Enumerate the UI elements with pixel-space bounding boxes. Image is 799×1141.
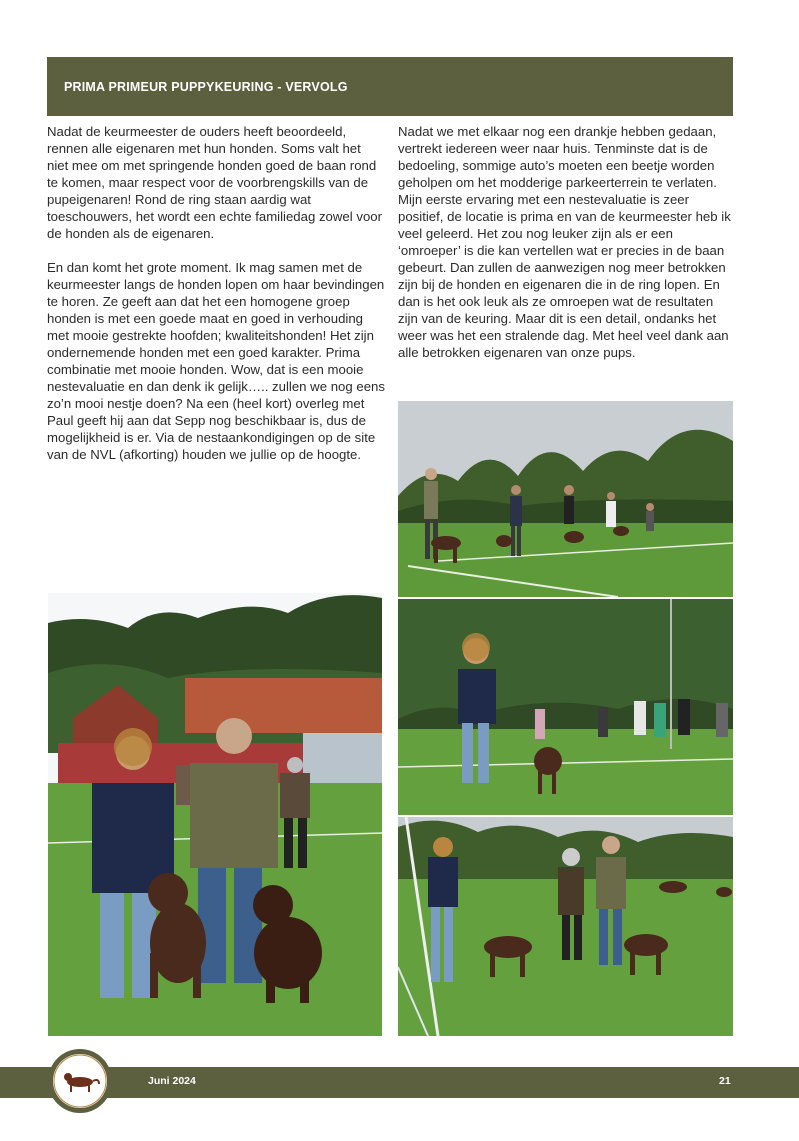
photo-handler-walking	[398, 599, 733, 815]
club-logo	[47, 1048, 113, 1114]
page-number: 21	[719, 1075, 731, 1087]
article-column-left	[47, 123, 385, 480]
photo-ring-overview	[398, 401, 733, 597]
paragraph: En dan komt het grote moment. Ik mag samen met de keurmeester langs de honden lopen om haar bevindingen te horen. Ze geeft aan dat het een homogene groep honden is met een goede maat en goed in verhouding met mooie gestrekte hoofden; kwaliteitshonden! Het zijn ondernemende honden met een goed karakter. Prima combinatie met mooie honden. Wow, dat is een mooie nestevaluatie en dan denk ik gelijk….. zullen we nog eens zo’n mooi nestje doen? Na een (heel kort) overleg met Paul geeft hij aan dat Sepp nog beschikbaar is, dus de mogelijkheid is er. Via de nestaankondigingen op de site van de NVL (afkorting) houden we jullie op de hoogte.	[47, 260, 385, 462]
footer-bar	[0, 1067, 799, 1098]
footer-date: Juni 2024	[148, 1075, 196, 1087]
section-header-bar	[47, 57, 733, 116]
paragraph: Nadat we met elkaar nog een drankje hebben gedaan, vertrekt iedereen weer naar huis. Tenminste dat is de bedoeling, sommige auto’s moeten een beetje worden geholpen om het modderige parkeerterrein te verlaten. Mijn eerste ervaring met een nestevaluatie is zeer positief, de locatie is prima en van de keurmeester heb ik veel geleerd. Het zou nog leuker zijn als er een ‘omroeper’ is die kan vertellen wat er precies in de baan gebeurt. Dan zullen de aanwezigen nog meer betrokken zijn bij de honden en eigenaren die in de ring lopen. En dan is het ook leuk als ze omroepen wat de resultaten zijn van de keuring. Maar dit is een detail, ondanks het weer was het een stralende dag. Met heel veel dank aan alle betrokken eigenaren van onze pups.	[398, 124, 731, 360]
photo-owners-with-dogs	[48, 593, 382, 1036]
photo-judging	[398, 817, 733, 1036]
section-title: PRIMA PRIMEUR PUPPYKEURING - VERVOLG	[64, 79, 348, 94]
paragraph: Nadat de keurmeester de ouders heeft beoordeeld, rennen alle eigenaren met hun honden. Soms valt het niet mee om met springende honden goed de baan rond te komen, maar respect voor de voorbrengskills van de pupeigenaren! Rond de ring staan aardig wat toeschouwers, het wordt een echte familiedag zowel voor de honden als de eigenaren.	[47, 124, 382, 241]
article-column-right	[398, 123, 734, 378]
